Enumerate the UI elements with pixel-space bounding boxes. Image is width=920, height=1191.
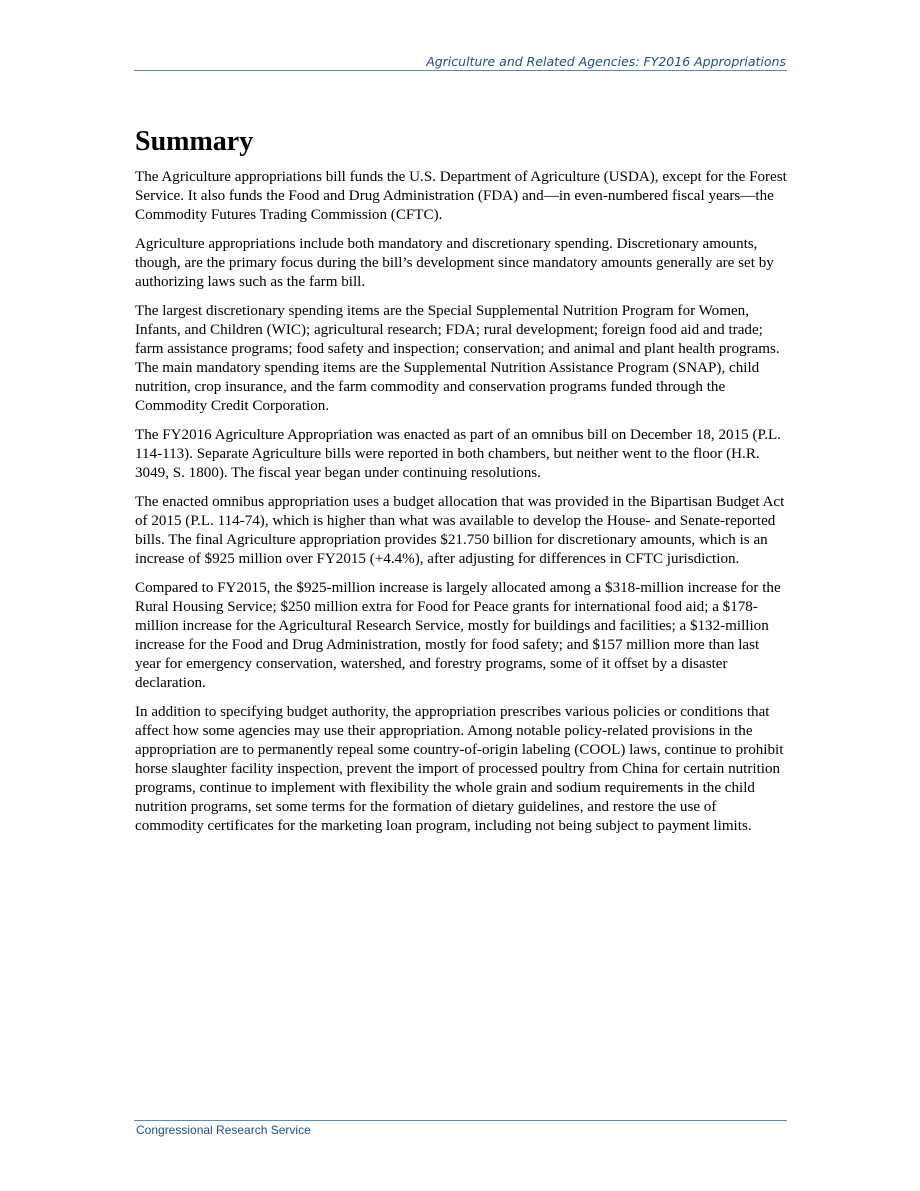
paragraph-4: The FY2016 Agriculture Appropriation was enacted as part of an omnibus bill on December 18, 2015 (P.L. 114-113). Separate Agriculture bills were reported in both chambers, but neither went to the floor (H.R. 3049, S. 1800). The fiscal year began under continuing resolutions.	[135, 427, 781, 481]
paragraph-2: Agriculture appropriations include both mandatory and discretionary spending. Discretionary amounts, though, are the primary focus during the bill’s development since mandatory amounts generally are set by authorizing laws such as the farm bill.	[135, 236, 774, 290]
section-heading: Summary	[135, 126, 254, 157]
paragraph-6: Compared to FY2015, the $925-million increase is largely allocated among a $318-million increase for the Rural Housing Service; $250 million extra for Food for Peace grants for international food aid; a $178-million increase for the Agricultural Research Service, mostly for buildings and facilities; a $132-million increase for the Food and Drug Administration, mostly for food safety; and $157 million more than last year for emergency conservation, watershed, and forestry programs, some of it offset by a disaster declaration.	[135, 580, 781, 691]
footer-divider	[134, 1120, 787, 1121]
running-title: Agriculture and Related Agencies: FY2016 Appropriations	[426, 54, 786, 69]
paragraph-1: The Agriculture appropriations bill funds the U.S. Department of Agriculture (USDA), except for the Forest Service. It also funds the Food and Drug Administration (FDA) and—in even-numbered fiscal years—the Commodity Futures Trading Commission (CFTC).	[135, 169, 787, 223]
paragraph-3: The largest discretionary spending items are the Special Supplemental Nutrition Program for Women, Infants, and Children (WIC); agricultural research; FDA; rural development; foreign food aid and trade; farm assistance programs; food safety and inspection; conservation; and animal and plant health programs. The main mandatory spending items are the Supplemental Nutrition Assistance Program (SNAP), child nutrition, crop insurance, and the farm commodity and conservation programs funded through the Commodity Credit Corporation.	[135, 303, 780, 414]
paragraph-5: The enacted omnibus appropriation uses a budget allocation that was provided in the Bipartisan Budget Act of 2015 (P.L. 114-74), which is higher than what was available to develop the House- and Senate-reported bills. The final Agriculture appropriation provides $21.750 billion for discretionary amounts, which is an increase of $925 million over FY2015 (+4.4%), after adjusting for differences in CFTC jurisdiction.	[135, 494, 785, 567]
main-content	[135, 124, 787, 846]
header-divider	[134, 70, 787, 71]
paragraph-7: In addition to specifying budget authority, the appropriation prescribes various policies or conditions that affect how some agencies may use their appropriation. Among notable policy-related provisions in the appropriation are to permanently repeal some country-of-origin labeling (COOL) laws, continue to prohibit horse slaughter facility inspection, prevent the import of processed poultry from China for certain nutrition programs, continue to implement with flexibility the whole grain and sodium requirements in the child nutrition programs, set some terms for the formation of dietary guidelines, and restore the use of commodity certificates for the marketing loan program, including not being subject to payment limits.	[135, 704, 784, 834]
footer-organization: Congressional Research Service	[136, 1123, 311, 1137]
